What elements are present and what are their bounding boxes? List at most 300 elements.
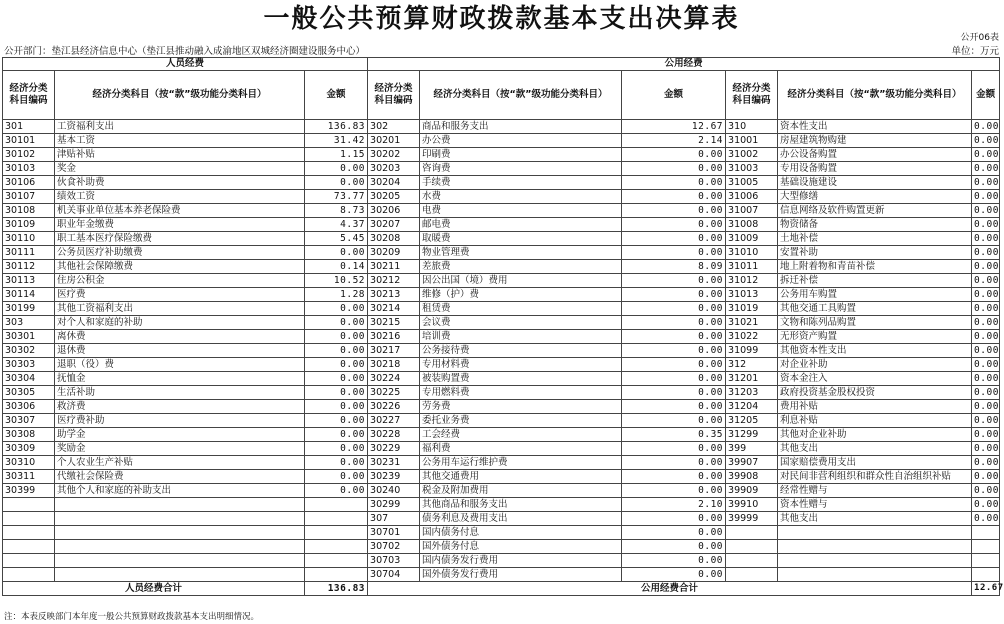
header-amount: 金额	[622, 71, 726, 120]
cell-amount: 0.00	[972, 162, 1000, 176]
cell-amount: 0.00	[622, 554, 726, 568]
cell-amount: 0.00	[305, 302, 368, 316]
cell-amount: 0.00	[305, 176, 368, 190]
cell-code: 30212	[368, 274, 420, 288]
cell-code: 30704	[368, 568, 420, 582]
cell-code: 30201	[368, 134, 420, 148]
cell-amount: 8.09	[622, 260, 726, 274]
cell-amount: 0.00	[622, 400, 726, 414]
cell-amount: 0.00	[622, 526, 726, 540]
cell-name: 会议费	[420, 316, 622, 330]
cell-name: 利息补贴	[778, 414, 972, 428]
table-row	[3, 428, 1000, 442]
cell-amount: 0.00	[622, 176, 726, 190]
cell-name: 国外债务发行费用	[420, 568, 622, 582]
header-code: 经济分类科目编码	[726, 71, 778, 120]
cell-code: 30703	[368, 554, 420, 568]
cell-code: 31005	[726, 176, 778, 190]
cell-name: 医疗费	[55, 288, 305, 302]
cell-code: 30306	[3, 400, 55, 414]
cell-code	[3, 526, 55, 540]
cell-amount: 0.00	[972, 232, 1000, 246]
cell-amount: 0.00	[622, 162, 726, 176]
cell-name	[55, 498, 305, 512]
personnel-total-label: 人员经费合计	[3, 582, 305, 596]
table-row	[3, 274, 1000, 288]
cell-code: 39907	[726, 456, 778, 470]
cell-amount: 0.00	[622, 372, 726, 386]
cell-name: 对民间非营利组织和群众性自治组织补贴	[778, 470, 972, 484]
report-title: 一般公共预算财政拨款基本支出决算表	[263, 4, 740, 34]
cell-name: 其他交通费用	[420, 470, 622, 484]
cell-amount: 0.00	[622, 148, 726, 162]
cell-amount: 5.45	[305, 232, 368, 246]
cell-name: 经常性赠与	[778, 484, 972, 498]
cell-code: 30228	[368, 428, 420, 442]
cell-name: 资本金注入	[778, 372, 972, 386]
cell-code: 30211	[368, 260, 420, 274]
cell-code: 307	[368, 512, 420, 526]
cell-name: 国内债务发行费用	[420, 554, 622, 568]
cell-code	[726, 526, 778, 540]
cell-code: 30114	[3, 288, 55, 302]
cell-name: 其他个人和家庭的补助支出	[55, 484, 305, 498]
cell-code: 30239	[368, 470, 420, 484]
table-row	[3, 302, 1000, 316]
cell-name: 费用补贴	[778, 400, 972, 414]
table-row	[3, 190, 1000, 204]
cell-code: 31204	[726, 400, 778, 414]
cell-amount: 0.00	[305, 456, 368, 470]
cell-name: 其他支出	[778, 442, 972, 456]
cell-code: 30399	[3, 484, 55, 498]
cell-amount: 0.14	[305, 260, 368, 274]
cell-amount: 0.00	[622, 232, 726, 246]
table-row	[3, 498, 1000, 512]
cell-name: 津贴补贴	[55, 148, 305, 162]
cell-amount: 0.00	[972, 400, 1000, 414]
cell-code: 30205	[368, 190, 420, 204]
cell-code: 30225	[368, 386, 420, 400]
cell-amount: 0.00	[972, 218, 1000, 232]
cell-code: 31205	[726, 414, 778, 428]
cell-code: 30229	[368, 442, 420, 456]
cell-name: 地上附着物和青苗补偿	[778, 260, 972, 274]
cell-amount: 8.73	[305, 204, 368, 218]
cell-amount	[305, 540, 368, 554]
cell-amount: 0.00	[305, 316, 368, 330]
cell-name: 劳务费	[420, 400, 622, 414]
totals-row	[3, 582, 1000, 596]
cell-amount: 0.00	[305, 358, 368, 372]
cell-code: 31006	[726, 190, 778, 204]
cell-code: 30202	[368, 148, 420, 162]
cell-name: 住房公积金	[55, 274, 305, 288]
cell-amount: 0.00	[622, 316, 726, 330]
cell-code: 302	[368, 120, 420, 134]
cell-code: 30111	[3, 246, 55, 260]
cell-name: 工资福利支出	[55, 120, 305, 134]
cell-amount: 31.42	[305, 134, 368, 148]
cell-name: 国外债务付息	[420, 540, 622, 554]
cell-amount: 0.00	[972, 344, 1000, 358]
cell-amount	[972, 568, 1000, 582]
cell-code: 30113	[3, 274, 55, 288]
cell-amount: 0.00	[972, 512, 1000, 526]
table-row	[3, 484, 1000, 498]
cell-amount: 0.00	[622, 218, 726, 232]
cell-name: 差旅费	[420, 260, 622, 274]
cell-name: 土地补偿	[778, 232, 972, 246]
cell-code: 30209	[368, 246, 420, 260]
cell-code: 30112	[3, 260, 55, 274]
cell-amount: 0.00	[305, 484, 368, 498]
unit-label: 单位：万元	[951, 46, 999, 57]
cell-amount: 0.00	[305, 414, 368, 428]
table-row	[3, 134, 1000, 148]
cell-name	[55, 554, 305, 568]
header-name: 经济分类科目（按“款”级功能分类科目）	[55, 71, 305, 120]
table-row	[3, 344, 1000, 358]
cell-code: 30305	[3, 386, 55, 400]
cell-amount: 0.00	[622, 274, 726, 288]
table-row	[3, 372, 1000, 386]
cell-amount: 2.10	[622, 498, 726, 512]
cell-code: 30216	[368, 330, 420, 344]
cell-amount: 0.00	[972, 204, 1000, 218]
cell-code: 31002	[726, 148, 778, 162]
cell-amount: 73.77	[305, 190, 368, 204]
cell-amount: 0.00	[622, 246, 726, 260]
cell-name: 绩效工资	[55, 190, 305, 204]
cell-code: 30304	[3, 372, 55, 386]
cell-code: 31007	[726, 204, 778, 218]
cell-amount: 0.00	[972, 288, 1000, 302]
cell-name	[55, 540, 305, 554]
cell-name: 租赁费	[420, 302, 622, 316]
cell-name: 物资储备	[778, 218, 972, 232]
cell-name: 助学金	[55, 428, 305, 442]
cell-code: 31011	[726, 260, 778, 274]
cell-code: 31003	[726, 162, 778, 176]
cell-code: 30101	[3, 134, 55, 148]
cell-amount: 0.00	[972, 442, 1000, 456]
cell-amount: 0.00	[622, 190, 726, 204]
cell-code: 30224	[368, 372, 420, 386]
department-label: 公开部门：垫江县经济信息中心（垫江县推动融入成渝地区双城经济圈建设服务中心）	[4, 46, 366, 57]
cell-name: 其他交通工具购置	[778, 302, 972, 316]
header-name: 经济分类科目（按“款”级功能分类科目）	[778, 71, 972, 120]
cell-code: 31012	[726, 274, 778, 288]
cell-name: 印刷费	[420, 148, 622, 162]
footnote: 注：本表反映部门本年度一般公共预算财政拨款基本支出明细情况。	[4, 612, 260, 622]
header-amount: 金额	[305, 71, 368, 120]
cell-code	[726, 554, 778, 568]
table-row	[3, 246, 1000, 260]
cell-code: 31009	[726, 232, 778, 246]
cell-name: 职工基本医疗保险缴费	[55, 232, 305, 246]
header-code: 经济分类科目编码	[368, 71, 420, 120]
cell-name: 其他商品和服务支出	[420, 498, 622, 512]
cell-code: 310	[726, 120, 778, 134]
cell-name: 信息网络及软件购置更新	[778, 204, 972, 218]
cell-amount: 0.00	[972, 358, 1000, 372]
cell-code: 39999	[726, 512, 778, 526]
cell-name: 抚恤金	[55, 372, 305, 386]
table-body	[3, 120, 1000, 582]
cell-code	[3, 568, 55, 582]
cell-amount: 0.00	[972, 386, 1000, 400]
cell-code: 39909	[726, 484, 778, 498]
cell-name: 债务利息及费用支出	[420, 512, 622, 526]
cell-amount: 1.28	[305, 288, 368, 302]
cell-amount: 2.14	[622, 134, 726, 148]
cell-name: 公务用车运行维护费	[420, 456, 622, 470]
cell-amount: 0.00	[972, 330, 1000, 344]
table-row	[3, 358, 1000, 372]
cell-code: 30701	[368, 526, 420, 540]
table-row	[3, 400, 1000, 414]
cell-code: 30107	[3, 190, 55, 204]
cell-amount: 0.00	[972, 372, 1000, 386]
cell-code: 30109	[3, 218, 55, 232]
table-row	[3, 442, 1000, 456]
cell-code: 399	[726, 442, 778, 456]
cell-name: 取暖费	[420, 232, 622, 246]
cell-name: 委托业务费	[420, 414, 622, 428]
cell-name	[55, 512, 305, 526]
cell-name: 机关事业单位基本养老保险费	[55, 204, 305, 218]
table-row	[3, 162, 1000, 176]
cell-code: 30103	[3, 162, 55, 176]
table-row	[3, 232, 1000, 246]
cell-name: 其他工资福利支出	[55, 302, 305, 316]
expenditure-table	[2, 57, 1004, 596]
header-code: 经济分类科目编码	[3, 71, 55, 120]
cell-amount: 0.00	[972, 316, 1000, 330]
cell-name: 国内债务付息	[420, 526, 622, 540]
cell-name: 救济费	[55, 400, 305, 414]
cell-code: 30206	[368, 204, 420, 218]
cell-code: 30226	[368, 400, 420, 414]
cell-amount: 0.00	[622, 204, 726, 218]
table-row	[3, 176, 1000, 190]
cell-code: 30307	[3, 414, 55, 428]
cell-amount: 0.00	[305, 330, 368, 344]
cell-amount	[305, 526, 368, 540]
cell-name: 税金及附加费用	[420, 484, 622, 498]
cell-name: 资本性支出	[778, 120, 972, 134]
cell-name	[55, 526, 305, 540]
cell-amount	[305, 554, 368, 568]
cell-name: 国家赔偿费用支出	[778, 456, 972, 470]
cell-name: 咨询费	[420, 162, 622, 176]
table-row	[3, 218, 1000, 232]
cell-code: 30208	[368, 232, 420, 246]
cell-name: 工会经费	[420, 428, 622, 442]
cell-name: 福利费	[420, 442, 622, 456]
public-total-label: 公用经费合计	[368, 582, 972, 596]
cell-name: 邮电费	[420, 218, 622, 232]
cell-amount: 0.00	[305, 372, 368, 386]
cell-code	[3, 554, 55, 568]
cell-name: 基本工资	[55, 134, 305, 148]
cell-name: 公务接待费	[420, 344, 622, 358]
cell-name: 其他支出	[778, 512, 972, 526]
cell-amount: 0.00	[972, 498, 1000, 512]
public-total-amount: 12.67	[972, 582, 1000, 596]
cell-code: 30199	[3, 302, 55, 316]
cell-code: 301	[3, 120, 55, 134]
cell-code: 31299	[726, 428, 778, 442]
cell-amount: 0.00	[972, 176, 1000, 190]
cell-amount	[972, 526, 1000, 540]
table-row	[3, 330, 1000, 344]
table-row	[3, 568, 1000, 582]
cell-code: 30311	[3, 470, 55, 484]
cell-code: 30217	[368, 344, 420, 358]
cell-code: 30215	[368, 316, 420, 330]
cell-amount: 0.00	[622, 456, 726, 470]
cell-code: 30227	[368, 414, 420, 428]
cell-amount: 0.00	[972, 246, 1000, 260]
cell-name: 手续费	[420, 176, 622, 190]
cell-name: 办公设备购置	[778, 148, 972, 162]
cell-amount: 0.00	[622, 414, 726, 428]
cell-code: 31099	[726, 344, 778, 358]
cell-code: 31013	[726, 288, 778, 302]
table-row	[3, 120, 1000, 134]
cell-name: 专用设备购置	[778, 162, 972, 176]
cell-code	[3, 498, 55, 512]
cell-amount: 0.00	[622, 358, 726, 372]
cell-name: 个人农业生产补贴	[55, 456, 305, 470]
cell-name: 房屋建筑物购建	[778, 134, 972, 148]
cell-code: 31019	[726, 302, 778, 316]
cell-code: 31021	[726, 316, 778, 330]
table-row	[3, 512, 1000, 526]
cell-code: 31203	[726, 386, 778, 400]
cell-name: 离休费	[55, 330, 305, 344]
cell-name: 拆迁补偿	[778, 274, 972, 288]
table-row	[3, 386, 1000, 400]
cell-name	[778, 526, 972, 540]
cell-amount	[305, 568, 368, 582]
cell-code	[726, 540, 778, 554]
cell-code: 30702	[368, 540, 420, 554]
section-public: 公用经费	[368, 58, 1000, 71]
table-row	[3, 414, 1000, 428]
cell-amount: 0.00	[622, 302, 726, 316]
cell-name: 职业年金缴费	[55, 218, 305, 232]
cell-code: 30308	[3, 428, 55, 442]
cell-name: 奖金	[55, 162, 305, 176]
cell-name: 医疗费补助	[55, 414, 305, 428]
cell-amount	[305, 498, 368, 512]
cell-name: 其他资本性支出	[778, 344, 972, 358]
cell-code: 30214	[368, 302, 420, 316]
cell-name: 伙食补助费	[55, 176, 305, 190]
cell-code: 31008	[726, 218, 778, 232]
cell-amount: 0.00	[972, 428, 1000, 442]
cell-name: 退职（役）费	[55, 358, 305, 372]
cell-amount: 0.00	[305, 162, 368, 176]
cell-amount: 0.00	[972, 414, 1000, 428]
table-row	[3, 540, 1000, 554]
cell-name: 水费	[420, 190, 622, 204]
cell-name	[778, 568, 972, 582]
cell-amount: 12.67	[622, 120, 726, 134]
cell-name: 退休费	[55, 344, 305, 358]
cell-name: 电费	[420, 204, 622, 218]
table-row	[3, 554, 1000, 568]
table-row	[3, 288, 1000, 302]
cell-code: 30203	[368, 162, 420, 176]
cell-amount	[972, 540, 1000, 554]
table-row	[3, 526, 1000, 540]
cell-name: 奖励金	[55, 442, 305, 456]
cell-amount: 1.15	[305, 148, 368, 162]
cell-amount: 0.35	[622, 428, 726, 442]
cell-code: 30108	[3, 204, 55, 218]
cell-code	[3, 540, 55, 554]
cell-name: 文物和陈列品购置	[778, 316, 972, 330]
cell-code: 312	[726, 358, 778, 372]
cell-code: 30310	[3, 456, 55, 470]
cell-amount: 0.00	[305, 470, 368, 484]
cell-code: 39910	[726, 498, 778, 512]
cell-code: 30309	[3, 442, 55, 456]
cell-code: 30231	[368, 456, 420, 470]
personnel-total-amount: 136.83	[305, 582, 368, 596]
cell-name: 物业管理费	[420, 246, 622, 260]
cell-amount: 0.00	[622, 386, 726, 400]
cell-name: 公务员医疗补助缴费	[55, 246, 305, 260]
cell-amount: 0.00	[972, 260, 1000, 274]
cell-amount: 0.00	[305, 428, 368, 442]
table-row	[3, 148, 1000, 162]
cell-code: 31010	[726, 246, 778, 260]
cell-name: 商品和服务支出	[420, 120, 622, 134]
cell-amount: 0.00	[305, 400, 368, 414]
cell-amount: 0.00	[972, 148, 1000, 162]
cell-name: 对企业补助	[778, 358, 972, 372]
cell-code: 30213	[368, 288, 420, 302]
cell-code: 39908	[726, 470, 778, 484]
cell-name: 因公出国（境）费用	[420, 274, 622, 288]
cell-amount: 0.00	[972, 302, 1000, 316]
cell-amount: 0.00	[622, 484, 726, 498]
table-row	[3, 470, 1000, 484]
cell-amount: 0.00	[972, 134, 1000, 148]
cell-name: 安置补助	[778, 246, 972, 260]
cell-code: 303	[3, 316, 55, 330]
cell-name: 资本性赠与	[778, 498, 972, 512]
cell-name: 维修（护）费	[420, 288, 622, 302]
table-row	[3, 260, 1000, 274]
cell-code: 30299	[368, 498, 420, 512]
section-personnel: 人员经费	[3, 58, 368, 71]
cell-amount: 0.00	[622, 568, 726, 582]
cell-amount: 0.00	[622, 512, 726, 526]
cell-code	[726, 568, 778, 582]
cell-code: 31022	[726, 330, 778, 344]
cell-amount: 0.00	[622, 344, 726, 358]
cell-code: 30303	[3, 358, 55, 372]
cell-name: 生活补助	[55, 386, 305, 400]
cell-code: 30204	[368, 176, 420, 190]
cell-code: 30102	[3, 148, 55, 162]
